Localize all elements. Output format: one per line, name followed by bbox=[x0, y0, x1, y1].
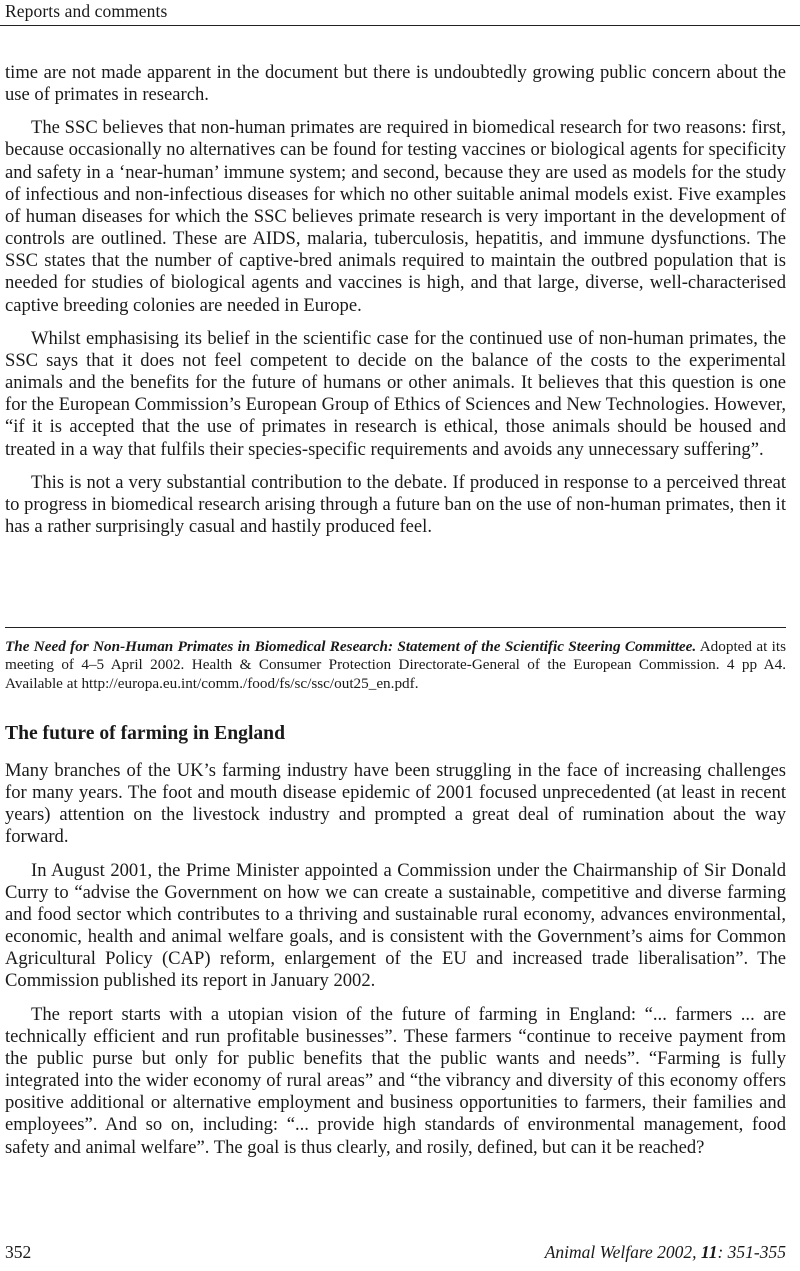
reference-citation bbox=[5, 638, 786, 693]
paragraph: time are not made apparent in the document but there is undoubtedly growing public concern about the use of primates in research. bbox=[5, 62, 786, 106]
running-head: Reports and comments bbox=[5, 1, 168, 21]
page-number: 352 bbox=[5, 1242, 32, 1262]
section-primates-body bbox=[5, 62, 786, 538]
journal-name: Animal Welfare 2002, bbox=[544, 1242, 697, 1262]
reference-title: The Need for Non-Human Primates in Biomedical Research: Statement of the Scientific Steering Committee. bbox=[5, 638, 697, 655]
paragraph: Whilst emphasising its belief in the scientific case for the continued use of non-human primates, the SSC says that it does not feel competent to decide on the balance of the costs to the experimental animals and the benefits for the future of humans or other animals. It believes that this question is one for the European Commission’s European Group of Ethics of Sciences and New Technologies. However, “if it is accepted that the use of primates in research is ethical, those animals should be housed and treated in a way that fulfils their species-specific requirements and avoids any unnecessary suffering”. bbox=[5, 327, 786, 460]
reference-details: Adopted at its meeting of 4–5 April 2002. Health & Consumer Protection Directorate-General of the European Commission. 4 pp A4. Available at http://europa.eu.int/comm./food/fs/sc/ssc/out25_en.pdf. bbox=[5, 638, 786, 692]
paragraph: Many branches of the UK’s farming industry have been struggling in the face of increasing challenges for many years. The foot and mouth disease epidemic of 2001 focused unprecedented (at least in recent years) attention on the livestock industry and prompted a great deal of rumination about the way forward. bbox=[5, 760, 786, 848]
paragraph: In August 2001, the Prime Minister appointed a Commission under the Chairmanship of Sir Donald Curry to “advise the Government on how we can create a sustainable, competitive and diverse farming and food sector which contributes to a thriving and sustainable rural economy, advances environmental, economic, health and animal welfare goals, and is consistent with the Government’s aims for Common Agricultural Policy (CAP) reform, enlargement of the EU and increased trade liberalisation”. The Commission published its report in January 2002. bbox=[5, 859, 786, 992]
header-rule bbox=[0, 25, 800, 26]
journal-volume: 11 bbox=[700, 1242, 718, 1262]
reference-rule bbox=[5, 627, 786, 628]
paragraph: The report starts with a utopian vision of the future of farming in England: “... farmers ... are technically efficient and run profitable businesses”. These farmers “continue to receive payment from the public purse but only for public benefits that the public wants and needs”. “Farming is fully integrated into the wider economy of rural areas” and “the vibrancy and diversity of this economy offers positive additional or alternative employment and business opportunities to farmers, their families and employees”. And so on, including: “... provide high standards of environmental management, food safety and animal welfare”. The goal is thus clearly, and rosily, defined, but can it be reached? bbox=[5, 1003, 786, 1158]
journal-pages: : 351-355 bbox=[717, 1242, 786, 1262]
paragraph: The SSC believes that non-human primates are required in biomedical research for two reasons: first, because occasionally no alternatives can be found for testing vaccines or biological agents for specificity and safety in a ‘near-human’ immune system; and second, because they are used as models for the study of infectious and non-infectious diseases for which no other suitable animal models exist. Five examples of human diseases for which the SSC believes primate research is very important in the development of controls are outlined. These are AIDS, malaria, tuberculosis, hepatitis, and immune dysfunctions. The SSC states that the number of captive-bred animals required to maintain the outbred population that is needed for studies of biological agents and vaccines is high, and that large, diverse, well-characterised captive breeding colonies are needed in Europe. bbox=[5, 117, 786, 316]
paragraph: This is not a very substantial contribution to the debate. If produced in response to a perceived threat to progress in biomedical research arising through a future ban on the use of non-human primates, then it has a rather surprisingly casual and hastily produced feel. bbox=[5, 471, 786, 537]
section-heading: The future of farming in England bbox=[5, 723, 285, 744]
journal-citation bbox=[545, 1242, 786, 1263]
section-farming-body bbox=[5, 760, 786, 1170]
